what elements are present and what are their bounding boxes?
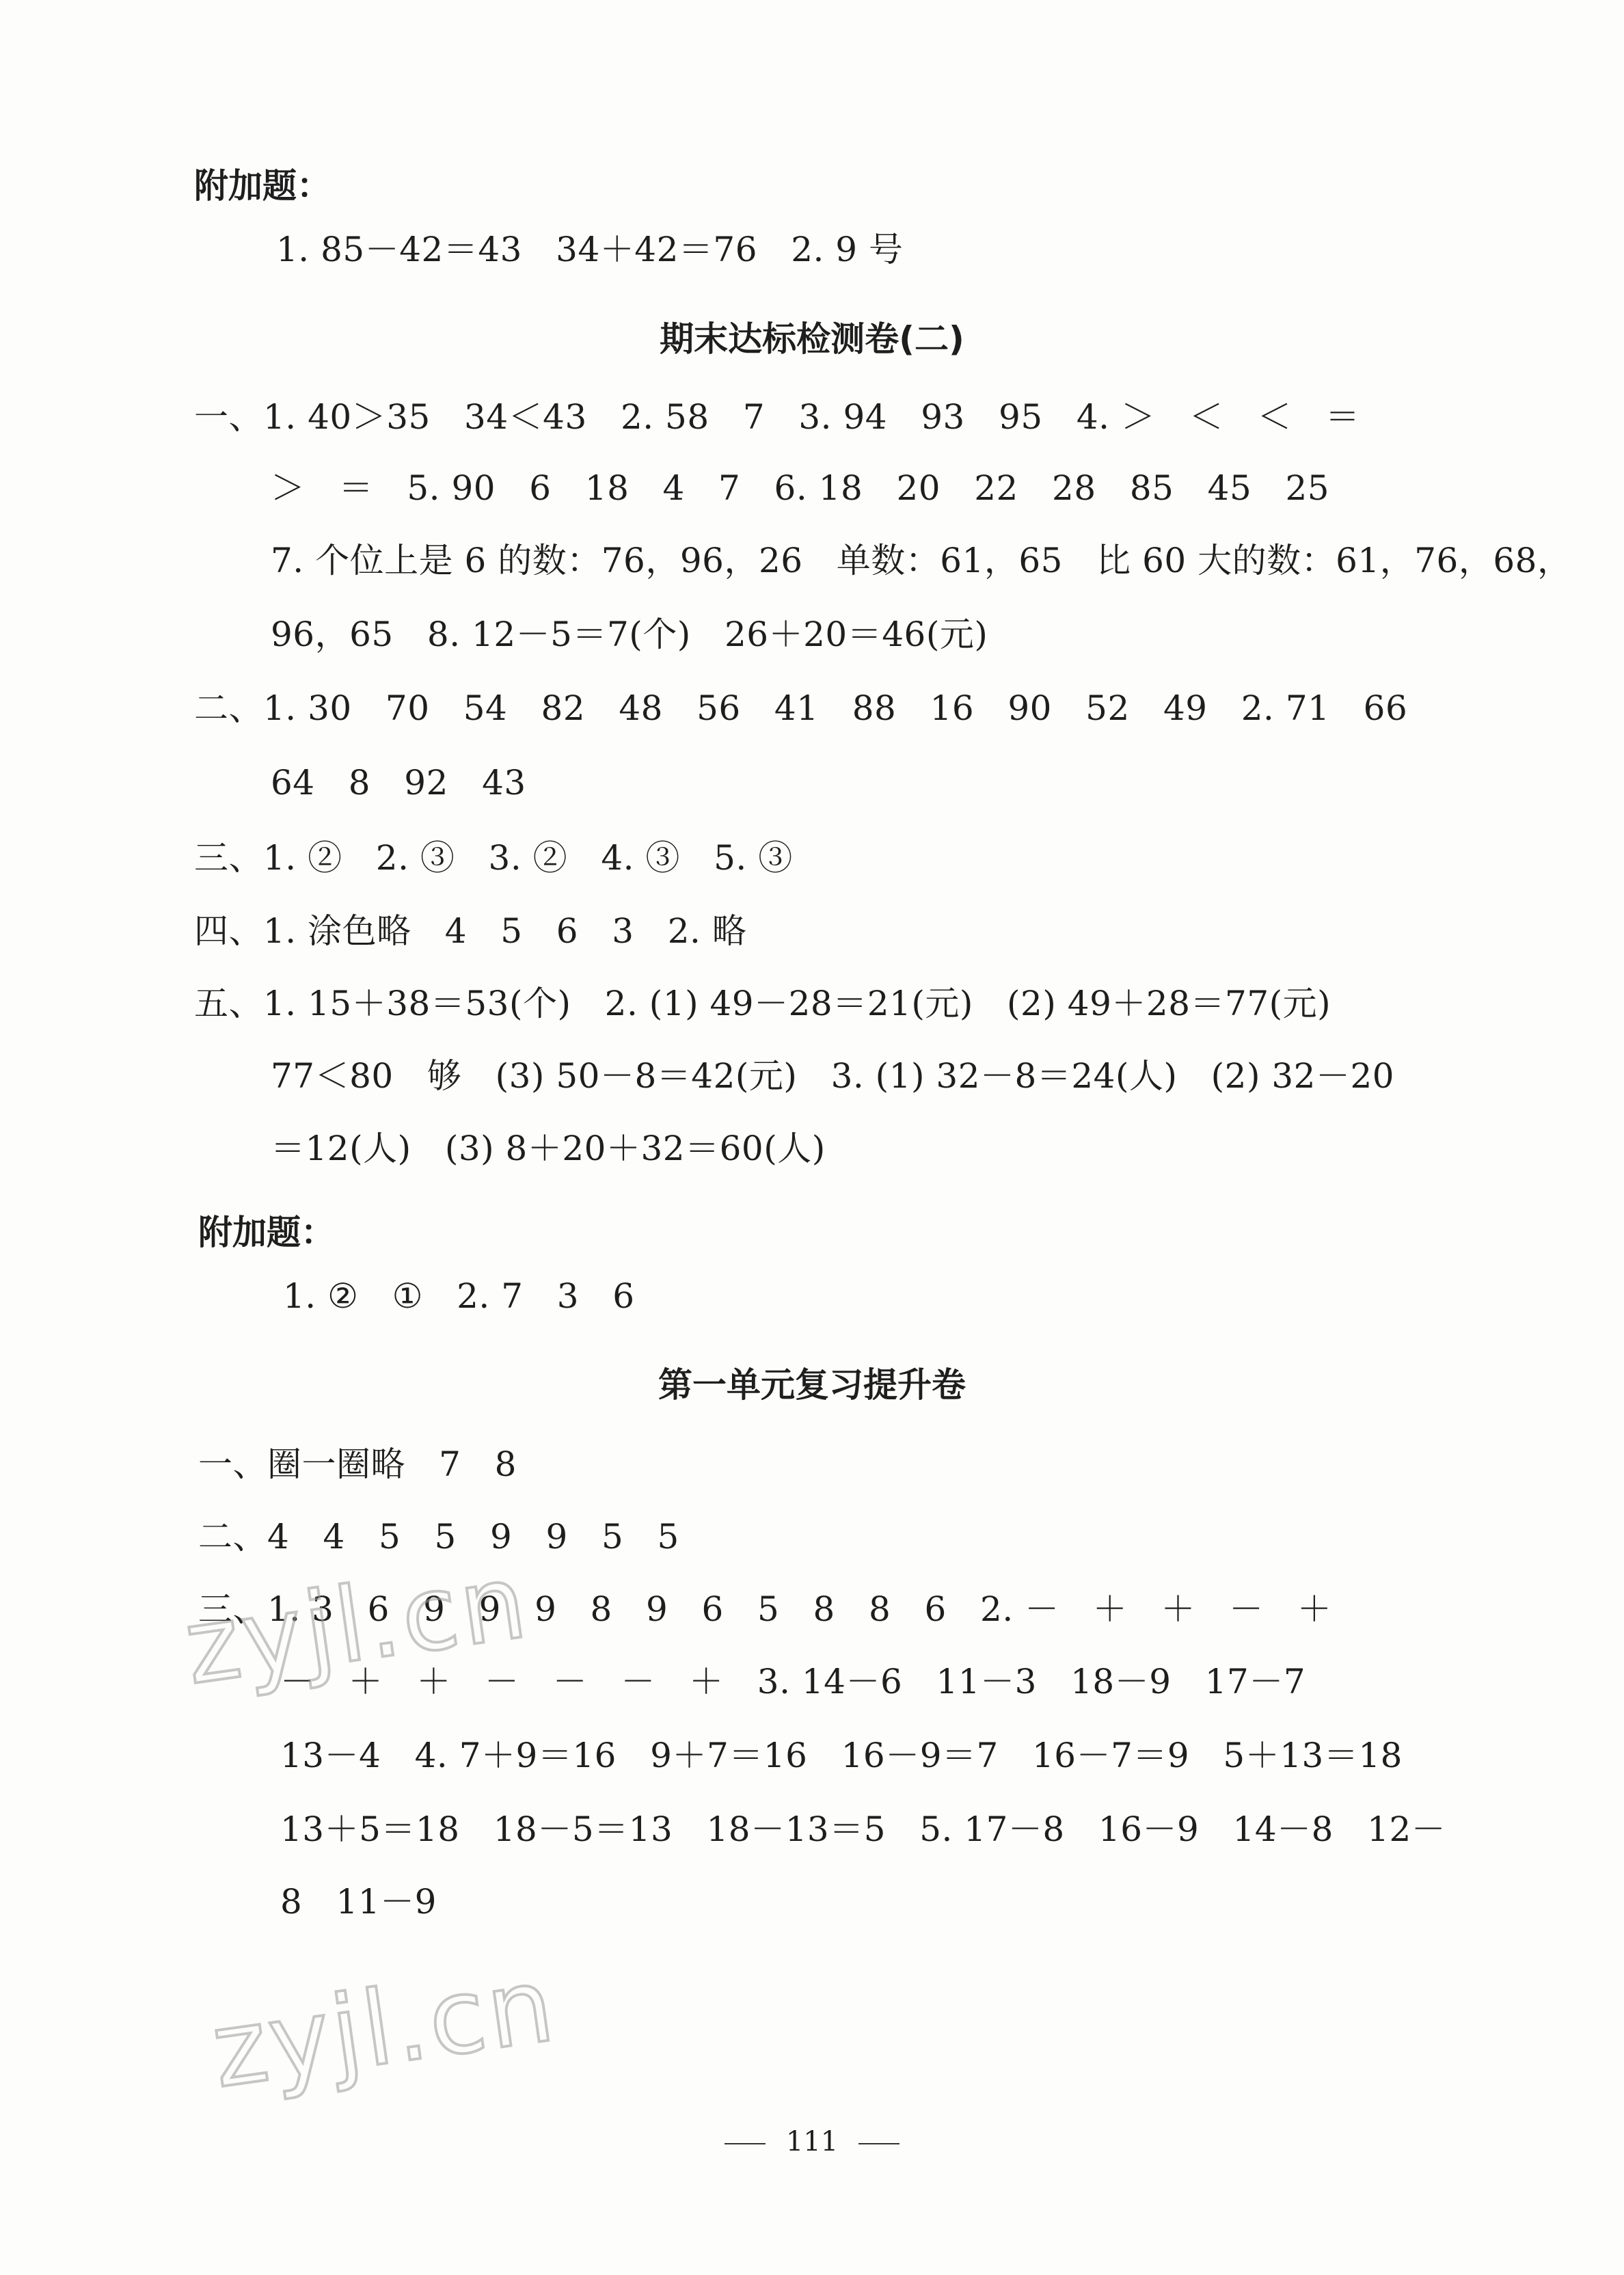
extra-questions-heading-2: 附加题： <box>198 1213 335 1252</box>
extra-answer-line-2: 1. ② ① 2. 7 3 6 <box>283 1276 635 1316</box>
extra-answer-line-1: 1. 85－42＝43 34＋42＝76 2. 9 号 <box>276 230 904 269</box>
answer-line: 64 8 92 43 <box>271 763 526 803</box>
answer-line: 一、1. 40＞35 34＜43 2. 58 7 3. 94 93 95 4. ＞ ＜ ＜ ＝ <box>194 397 1360 437</box>
answer-line: － ＋ ＋ － － － ＋ 3. 14－6 11－3 18－9 17－7 <box>280 1662 1306 1701</box>
answer-line: ＝12(人) (3) 8＋20＋32＝60(人) <box>271 1129 826 1168</box>
section-title-final-test-2: 期末达标检测卷(二) <box>660 319 964 359</box>
answer-line: 13＋5＝18 18－5＝13 18－13＝5 5. 17－8 16－9 14－8 12－ <box>280 1809 1446 1849</box>
answer-line: 二、1. 30 70 54 82 48 56 41 88 16 90 52 49 2. 71 66 <box>194 688 1408 728</box>
answer-line: 77＜80 够 (3) 50－8＝42(元) 3. (1) 32－8＝24(人) (2) 32－20 <box>271 1056 1395 1096</box>
answer-line: 8 11－9 <box>280 1882 437 1922</box>
section-title-unit1-review: 第一单元复习提升卷 <box>658 1365 966 1405</box>
page-number-dash-right <box>858 2143 899 2144</box>
page-number-dash-left <box>725 2143 766 2144</box>
watermark-logo: zyjl.cn <box>205 1945 563 2112</box>
answer-line: 7. 个位上是 6 的数：76，96，26 单数：61，65 比 60 大的数：61，76，68， <box>271 541 1572 580</box>
answer-line: 13－4 4. 7＋9＝16 9＋7＝16 16－9＝7 16－7＝9 5＋13＝18 <box>280 1736 1403 1775</box>
watermark-logo: zyjl.cn <box>178 1542 536 1708</box>
extra-questions-heading-1: 附加题： <box>194 166 331 206</box>
answer-line: 一、圈一圈略 7 8 <box>198 1444 517 1484</box>
answer-line: 三、1. ② 2. ③ 3. ② 4. ③ 5. ③ <box>194 838 793 878</box>
answer-line: 四、1. 涂色略 4 5 6 3 2. 略 <box>194 911 747 951</box>
page-number-value: 111 <box>785 2126 839 2157</box>
answer-line: ＞ ＝ 5. 90 6 18 4 7 6. 18 20 22 28 85 45 25 <box>271 468 1330 508</box>
page-number <box>0 2126 1624 2157</box>
answer-line: 96，65 8. 12－5＝7(个) 26＋20＝46(元) <box>271 615 988 654</box>
answer-line: 五、1. 15＋38＝53(个) 2. (1) 49－28＝21(元) (2) 49＋28＝77(元) <box>194 984 1331 1023</box>
answer-line: 三、1. 3 6 9 9 9 8 9 6 5 8 8 6 2. － ＋ ＋ － ＋ <box>198 1589 1332 1629</box>
answer-line: 二、4 4 5 5 9 9 5 5 <box>198 1517 679 1557</box>
